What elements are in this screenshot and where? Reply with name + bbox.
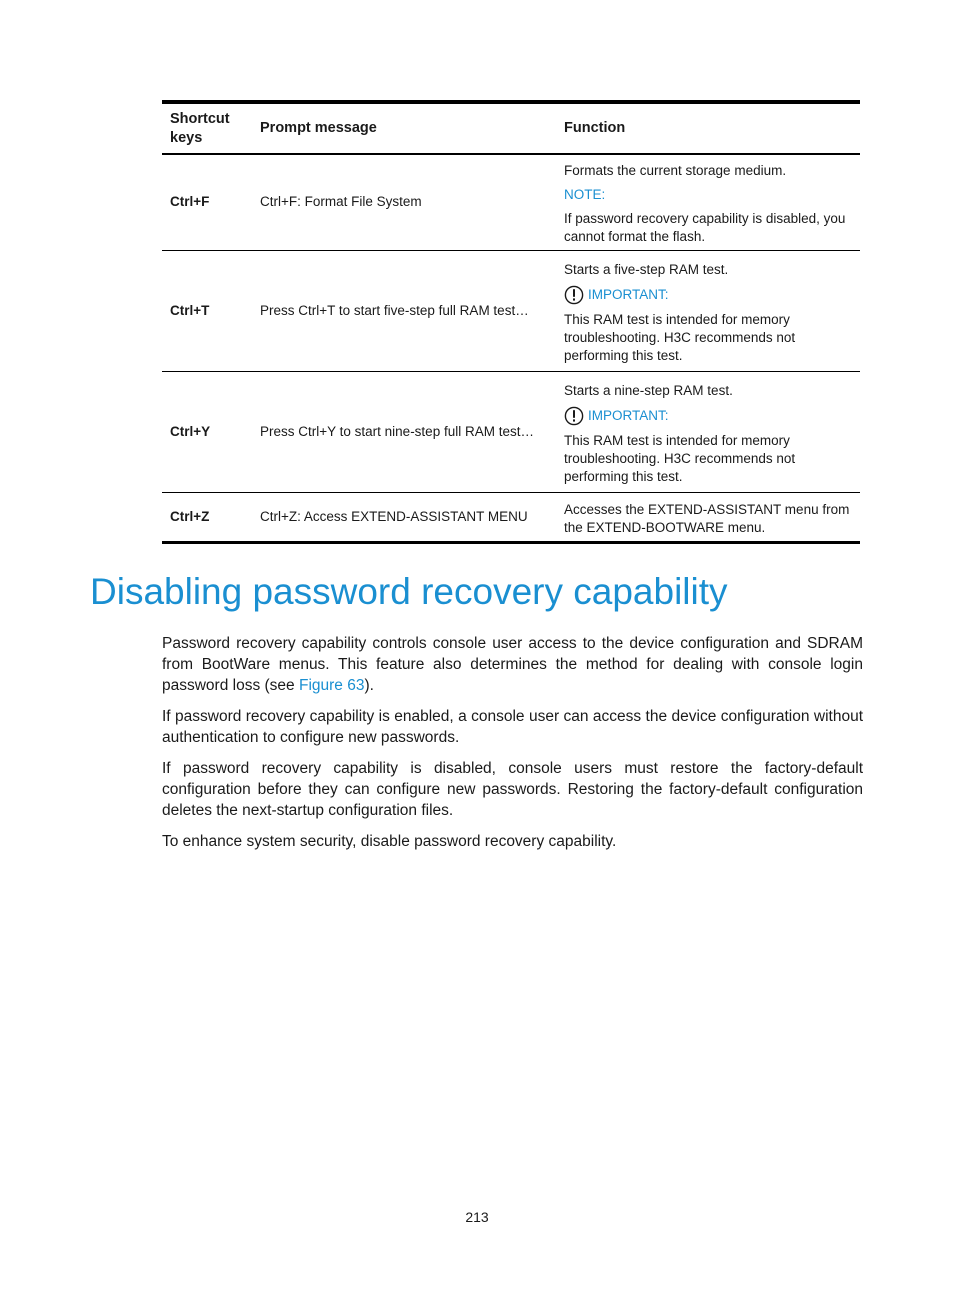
table-row [162, 492, 860, 542]
shortcut-key: Ctrl+F [170, 194, 210, 210]
function-text: Formats the current storage medium. [564, 163, 787, 179]
important-label: IMPORTANT: [588, 286, 669, 302]
paragraph-text: ). [364, 677, 374, 694]
shortcut-key: Ctrl+T [170, 302, 210, 318]
important-notice [564, 406, 852, 426]
prompt-message: Ctrl+Z: Access EXTEND-ASSISTANT MENU [260, 508, 528, 524]
section-title: Disabling password recovery capability [90, 571, 728, 612]
function-cell [556, 154, 860, 250]
important-text: This RAM test is intended for memory troubleshooting. H3C recommends not performing this test. [564, 311, 796, 363]
important-text: This RAM test is intended for memory troubleshooting. H3C recommends not performing this test. [564, 432, 796, 484]
paragraph: If password recovery capability is disabled, console users must restore the factory-default configuration before they can configure new passwords. Restoring the factory-default configuration deletes the next-startup configuration files. [162, 760, 863, 819]
section-body [162, 633, 863, 862]
exclamation-circle-icon [564, 285, 584, 305]
note-text: If password recovery capability is disabled, you cannot format the flash. [564, 211, 846, 245]
paragraph [162, 633, 863, 696]
header-prompt-message: Prompt message [260, 120, 377, 136]
shortcut-keys-table [162, 100, 860, 544]
table-row [162, 250, 860, 371]
table-row [162, 371, 860, 492]
important-label: IMPORTANT: [588, 407, 669, 423]
exclamation-circle-icon [564, 406, 584, 426]
function-text: Starts a five-step RAM test. [564, 261, 729, 277]
function-text: Starts a nine-step RAM test. [564, 382, 733, 398]
prompt-message: Press Ctrl+T to start five-step full RAM test… [260, 302, 529, 318]
table-row [162, 154, 860, 250]
header-shortcut-keys: Shortcut keys [170, 110, 230, 146]
page-number: 213 [465, 1209, 489, 1225]
function-text: Accesses the EXTEND-ASSISTANT menu from the EXTEND-BOOTWARE menu. [564, 501, 850, 535]
prompt-message: Ctrl+F: Format File System [260, 194, 422, 210]
paragraph-text: Password recovery capability controls console user access to the device configuration and SDRAM from BootWare menus. This feature also determines the method for dealing with console login password loss (see [162, 635, 863, 694]
shortcut-key: Ctrl+Y [170, 423, 211, 439]
figure-link[interactable]: Figure 63 [298, 677, 365, 694]
paragraph: To enhance system security, disable password recovery capability. [162, 833, 617, 850]
table-header-row [162, 102, 860, 154]
important-notice [564, 285, 852, 305]
function-cell [556, 371, 860, 492]
header-function: Function [564, 120, 626, 136]
note-label: NOTE: [564, 187, 606, 203]
paragraph: If password recovery capability is enabled, a console user can access the device configuration without authentication to configure new passwords. [162, 708, 863, 746]
prompt-message: Press Ctrl+Y to start nine-step full RAM test… [260, 423, 534, 439]
function-cell [556, 492, 860, 542]
function-cell [556, 250, 860, 371]
shortcut-key: Ctrl+Z [170, 508, 210, 524]
